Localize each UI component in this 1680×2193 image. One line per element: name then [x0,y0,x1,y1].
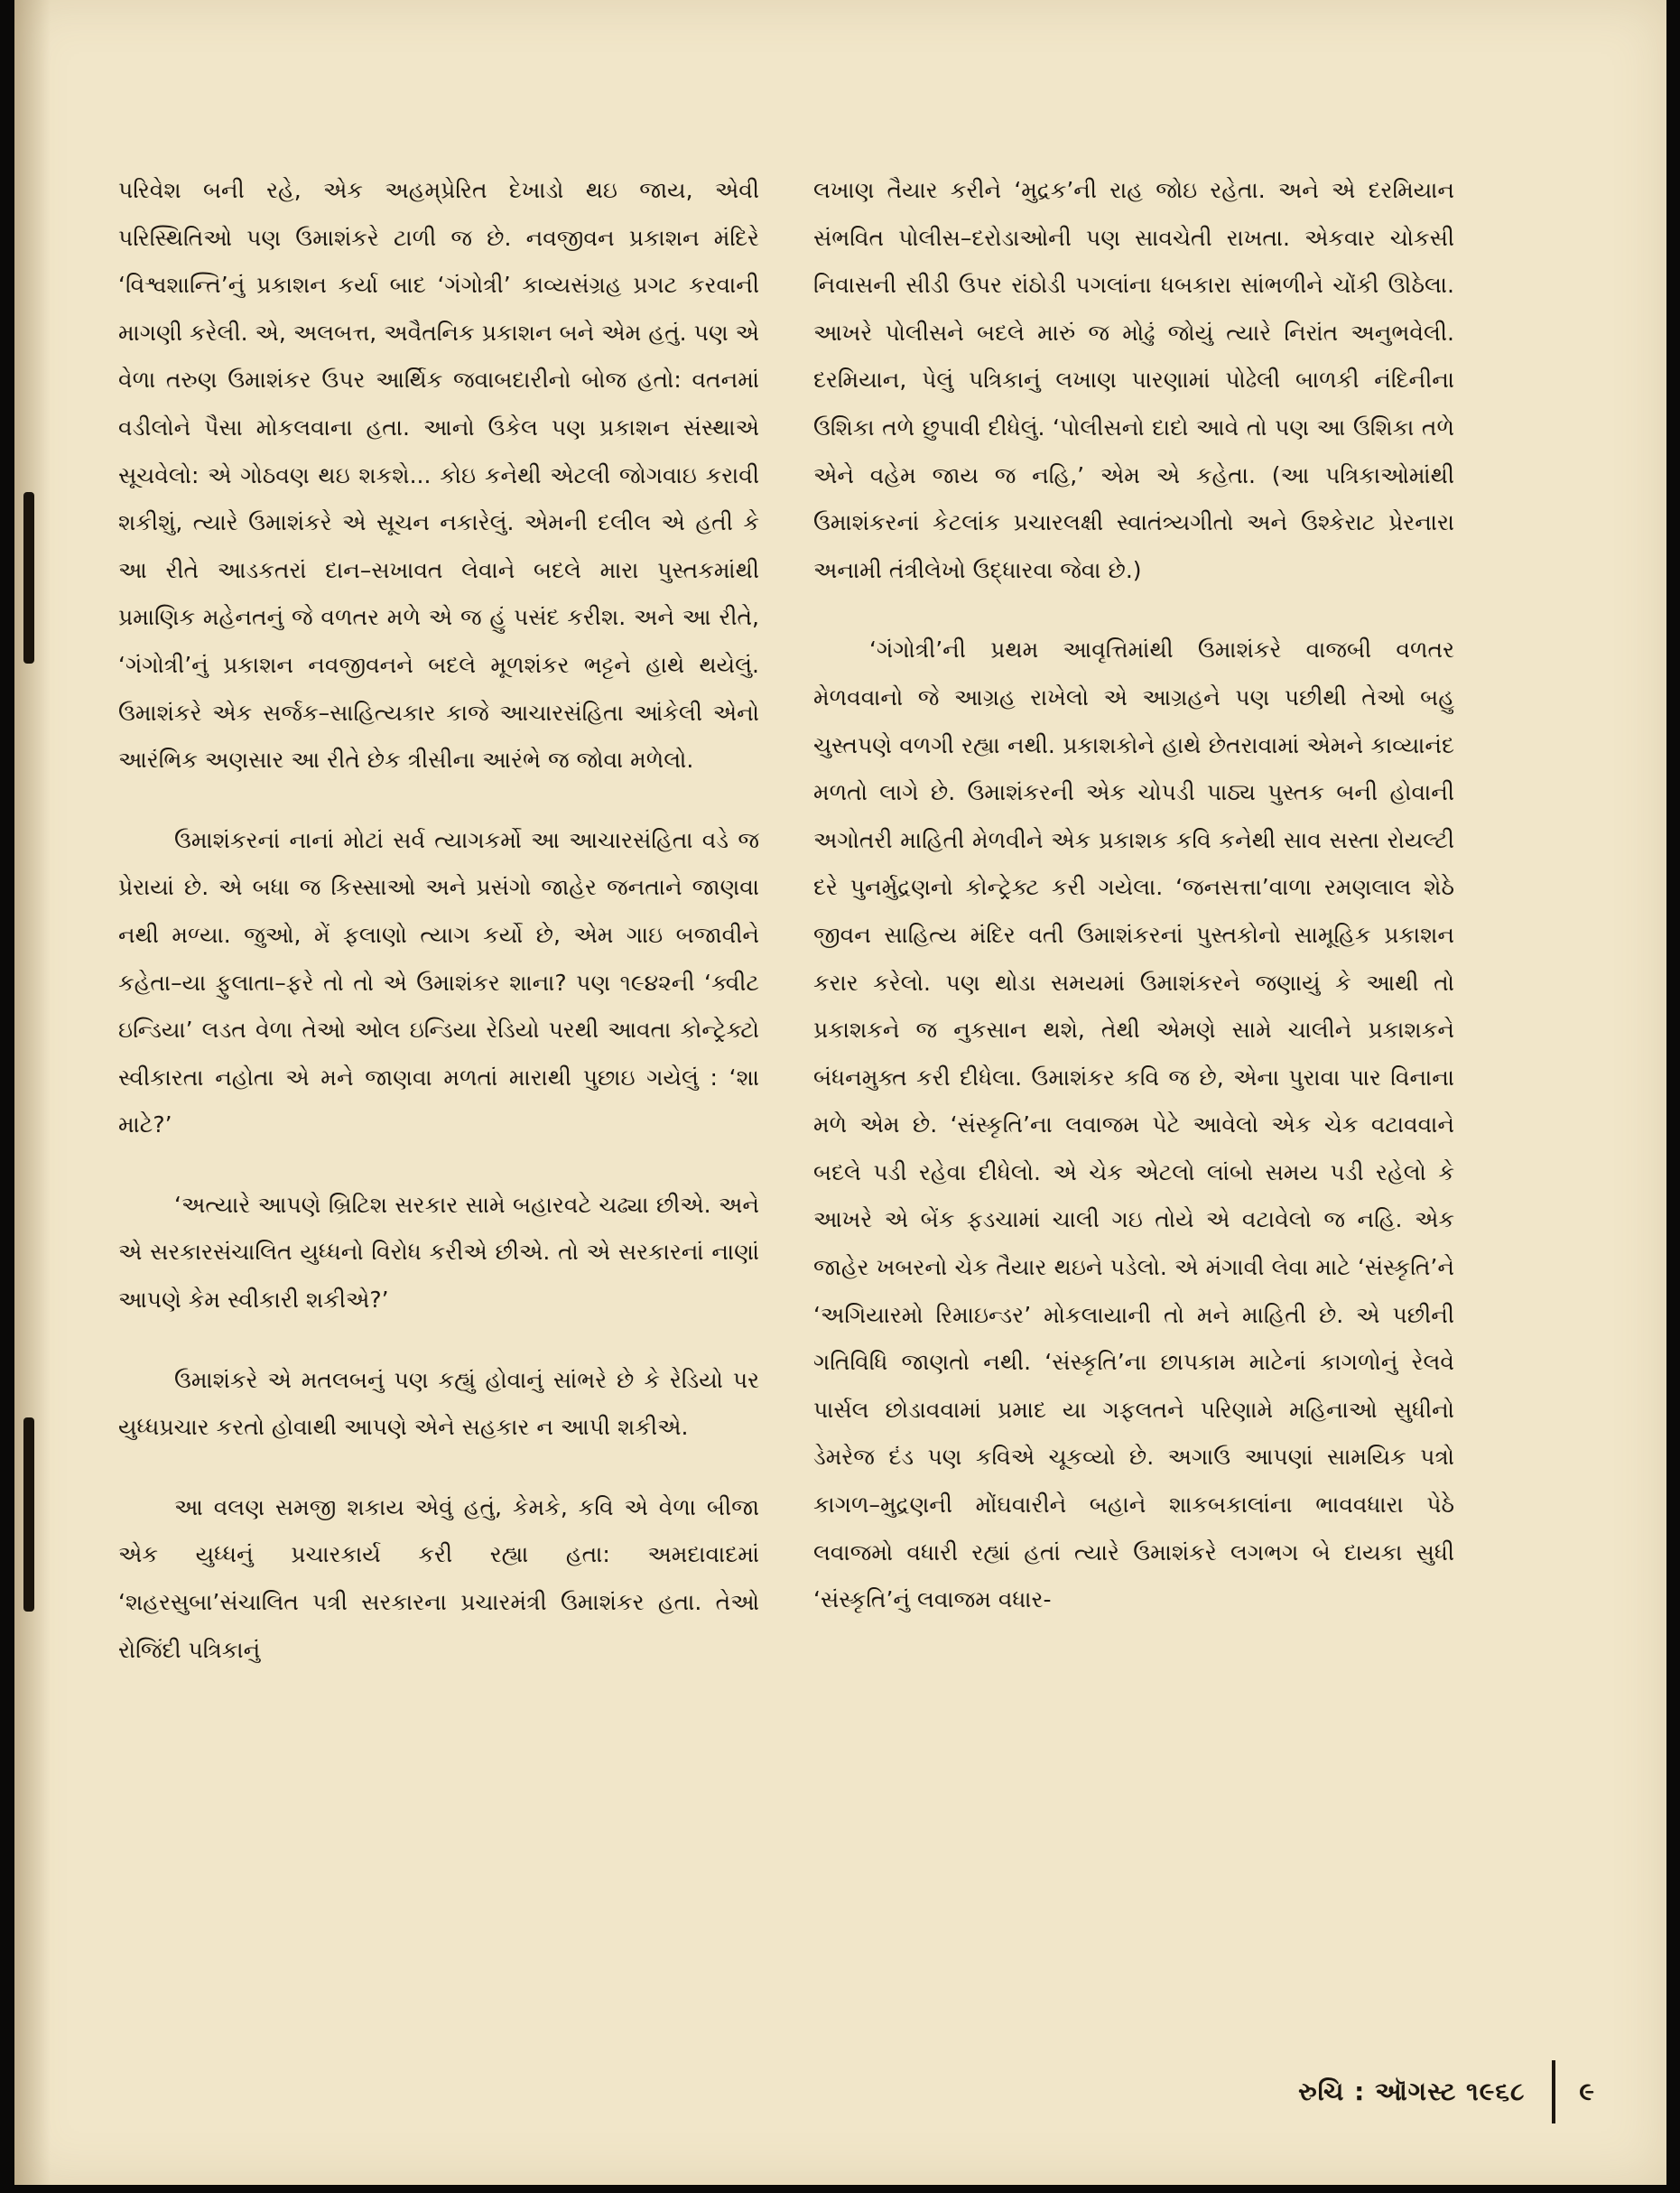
paragraph: ઉમાશંકરનાં નાનાં મોટાં સર્વ ત્યાગકર્મો આ આચારસંહિતા વડે જ પ્રેરાયાં છે. એ બધા જ કિસ્સાઓ અને પ્રસંગો જાહેર જનતાને જાણવા નથી મળ્યા. જુઓ, મેં ફલાણો ત્યાગ કર્યો છે, એમ ગાઇ બજાવીને કહેતા–યા ફુલાતા–ફરે તો તો એ ઉમાશંકર શાના? પણ ૧૯૪૨ની ‘ક્વીટ ઇન્ડિયા’ લડત વેળા તેઓ ઓલ ઇન્ડિયા રેડિયો પરથી આવતા કોન્ટ્રેક્ટો સ્વીકારતા નહોતા એ મને જાણવા મળતાં મારાથી પુછાઇ ગયેલું : ‘શા માટે?’ [118,826,759,1138]
magazine-date: રુચિ : ઑગસ્ટ ૧૯૬૮ [1298,2077,1526,2106]
paragraph: પરિવેશ બની રહે, એક અહમ્‌પ્રેરિત દેખાડો થઇ જાય, એવી પરિસ્થિતિઓ પણ ઉમાશંકરે ટાળી જ છે. નવજીવન પ્રકાશન મંદિરે ‘વિશ્વશાન્તિ’નું પ્રકાશન કર્યા બાદ ‘ગંગોત્રી’ કાવ્યસંગ્રહ પ્રગટ કરવાની માગણી કરેલી. એ, અલબત્ત, અવૈતનિક પ્રકાશન બને એમ હતું. પણ એ વેળા તરુણ ઉમાશંકર ઉપર આર્થિક જવાબદારીનો બોજ હતો: વતનમાં વડીલોને પૈસા મોકલવાના હતા. આનો ઉકેલ પણ પ્રકાશન સંસ્થાએ સૂચવેલો: એ ગોઠવણ થઇ શકશે... કોઇ કનેથી એટલી જોગવાઇ કરાવી શકીશું, ત્યારે ઉમાશંકરે એ સૂચન નકારેલું. એમની દલીલ એ હતી કે આ રીતે આડકતરાં દાન–સખાવત લેવાને બદલે મારા પુસ્તકમાંથી પ્રમાણિક મહેનતનું જે વળતર મળે એ જ હું પસંદ કરીશ. અને આ રીતે, ‘ગંગોત્રી’નું પ્રકાશન નવજીવનને બદલે મૂળશંકર ભટ્ટને હાથે થયેલું. ઉમાશંકરે એક સર્જક–સાહિત્યકાર કાજે આચારસંહિતા આંકેલી એનો આરંભિક અણસાર આ રીતે છેક ત્રીસીના આરંભે જ જોવા મળેલો. [118,177,759,774]
binding-mark [23,1417,34,1612]
binding-gutter-shadow [14,0,51,2185]
paragraph: ‘ગંગોત્રી’ની પ્રથમ આવૃત્તિમાંથી ઉમાશંકરે વાજબી વળતર મેળવવાનો જે આગ્રહ રાખેલો એ આગ્રહને પણ પછીથી તેઓ બહુ ચુસ્તપણે વળગી રહ્યા નથી. પ્રકાશકોને હાથે છેતરાવામાં એમને કાવ્યાનંદ મળતો લાગે છે. ઉમાશંકરની એક ચોપડી પાઠ્ય પુસ્તક બની હોવાની અગોતરી માહિતી મેળવીને એક પ્રકાશક કવિ કનેથી સાવ સસ્તા રોયલ્ટી દરે પુનર્મુદ્રણનો કોન્ટ્રેક્ટ કરી ગયેલા. ‘જનસત્તા’વાળા રમણલાલ શેઠે જીવન સાહિત્ય મંદિર વતી ઉમાશંકરનાં પુસ્તકોનો સામૂહિક પ્રકાશન કરાર કરેલો. પણ થોડા સમયમાં ઉમાશંકરને જણાયું કે આથી તો પ્રકાશકને જ નુકસાન થશે, તેથી એમણે સામે ચાલીને પ્રકાશકને બંધનમુક્ત કરી દીધેલા. ઉમાશંકર કવિ જ છે, એના પુરાવા પાર વિનાના મળે એમ છે. ‘સંસ્કૃતિ’ના લવાજમ પેટે આવેલો એક ચેક વટાવવાને બદલે પડી રહેવા દીધેલો. એ ચેક એટલો લાંબો સમય પડી રહેલો કે આખરે એ બેંક ફડચામાં ચાલી ગઇ તોયે એ વટાવેલો જ નહિ. એક જાહેર ખબરનો ચેક તૈયાર થઇને પડેલો. એ મંગાવી લેવા માટે ‘સંસ્કૃતિ’ને ‘અગિયારમો રિમાઇન્ડર’ મોકલાયાની તો મને માહિતી છે. એ પછીની ગતિવિધિ જાણતો નથી. ‘સંસ્કૃતિ’ના છાપકામ માટેનાં કાગળોનું રેલવે પાર્સલ છોડાવવામાં પ્રમાદ યા ગફલતને પરિણામે મહિનાઓ સુધીનો ડેમરેજ દંડ પણ કવિએ ચૂકવ્યો છે. અગાઉ આપણાં સામયિક પત્રો કાગળ–મુદ્રણની મોંઘવારીને બહાને શાકબકાલાંના ભાવવધારા પેઠે લવાજમો વધારી રહ્યાં હતાં ત્યારે ઉમાશંકરે લગભગ બે દાયકા સુધી ‘સંસ્કૃતિ’નું લવાજમ વધાર- [813,637,1454,1613]
page-footer [1298,2060,1594,2123]
paragraph: ઉમાશંકરે એ મતલબનું પણ કહ્યું હોવાનું સાંભરે છે કે રેડિયો પર યુધ્ધપ્રચાર કરતો હોવાથી આપણે એને સહકાર ન આપી શકીએ. [118,1366,759,1441]
magazine-page [14,0,1666,2185]
paragraph: આ વલણ સમજી શકાય એવું હતું, કેમકે, કવિ એ વેળા બીજા એક યુધ્ધનું પ્રચારકાર્ય કરી રહ્યા હતા: અમદાવાદમાં ‘શહરસુબા’સંચાલિત પત્રી સરકારના પ્રચારમંત્રી ઉમાશંકર હતા. તેઓ રોજિંદી પત્રિકાનું [118,1493,759,1663]
page-number: ૯ [1579,2077,1594,2106]
paragraph: ‘અત્યારે આપણે બ્રિટિશ સરકાર સામે બહારવટે ચઢ્યા છીએ. અને એ સરકારસંચાલિત યુધ્ધનો વિરોધ કરીએ છીએ. તો એ સરકારનાં નાણાં આપણે કેમ સ્વીકારી શકીએ?’ [118,1191,759,1314]
binding-mark [23,492,34,664]
paragraph: લખાણ તૈયાર કરીને ‘મુદ્રક’ની રાહ જોઇ રહેતા. અને એ દરમિયાન સંભવિત પોલીસ–દરોડાઓની પણ સાવચેતી રાખતા. એકવાર ચોકસી નિવાસની સીડી ઉપર રાંઠોડી પગલાંના ધબકારા સાંભળીને ચોંકી ઊઠેલા. આખરે પોલીસને બદલે મારું જ મોઢું જોયું ત્યારે નિરાંત અનુભવેલી. દરમિયાન, પેલું પત્રિકાનું લખાણ પારણામાં પોઢેલી બાળકી નંદિનીના ઉશિકા તળે છુપાવી દીધેલું. ‘પોલીસનો દાદો આવે તો પણ આ ઉશિકા તળે એને વહેમ જાય જ નહિ,’ એમ એ કહેતા. (આ પત્રિકાઓમાંથી ઉમાશંકરનાં કેટલાંક પ્રચારલક્ષી સ્વાતંત્ર્યગીતો અને ઉશ્કેરાટ પ્રેરનારા અનામી તંત્રીલેખો ઉદ્ધારવા જેવા છે.) [813,177,1454,583]
right-column [813,167,1454,1624]
footer-divider [1552,2060,1555,2123]
left-column [118,167,759,1674]
